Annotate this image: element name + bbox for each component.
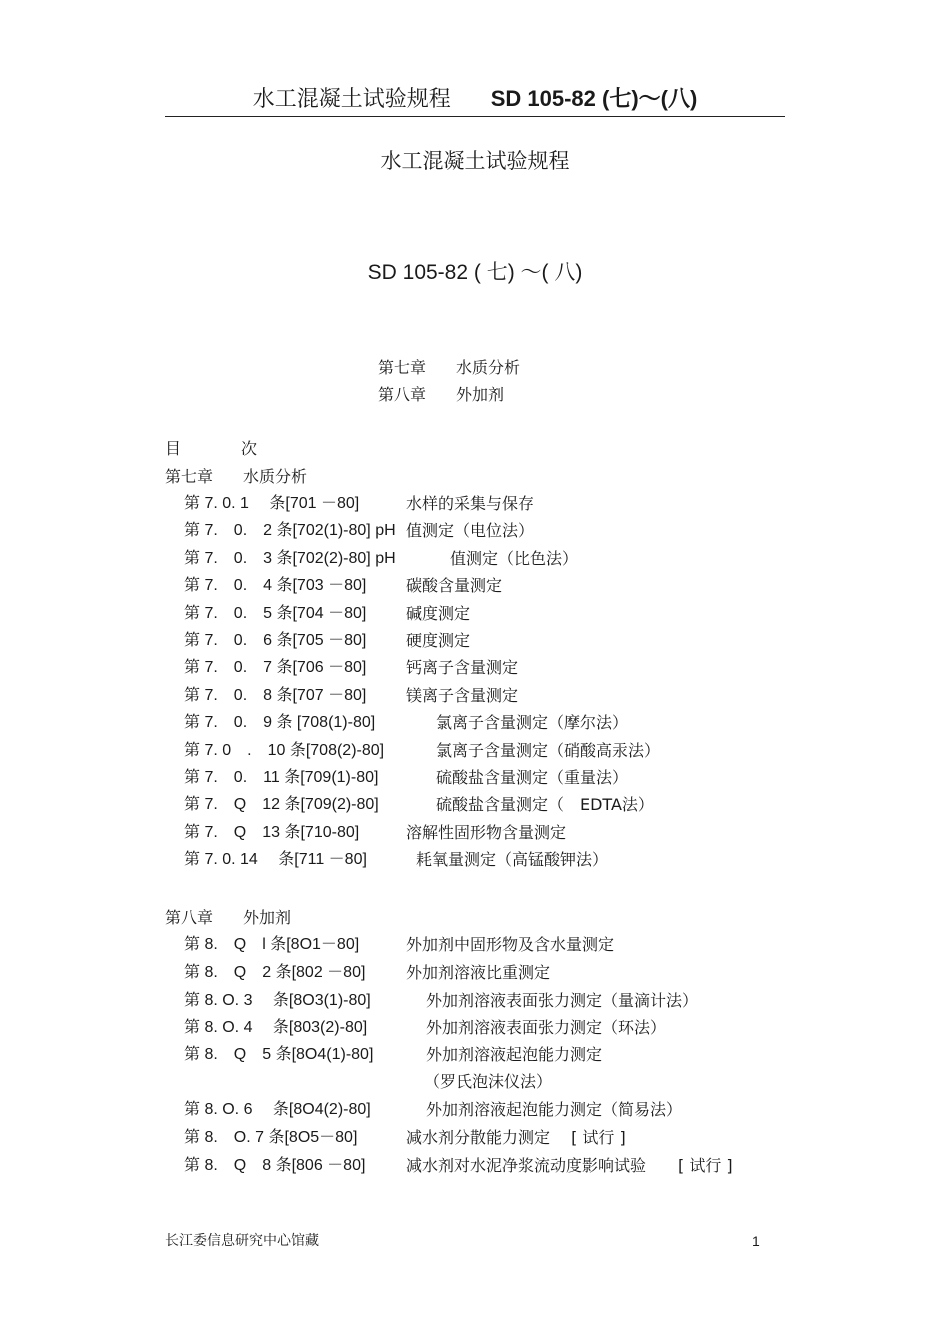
toc-entry [0, 933, 950, 960]
toc-entry [0, 848, 950, 875]
toc-entry-clause: 第 7. 0. 7 条[706 －80] [184, 659, 367, 676]
toc-entry-clause: 第 7. Q 12 条[709(2)-80] [184, 796, 379, 813]
toc-entry-clause: 第 7. 0. 8 条[707 －80] [184, 687, 367, 704]
toc-entry-clause: 第 7. 0 . 10 条[708(2)-80] [184, 742, 385, 759]
toc-entry-title: 硫酸盐含量测定（ EDTA法） [436, 795, 654, 814]
toc-entry-title: 钙离子含量测定 [406, 658, 519, 677]
toc-entry-clause: 第 7. Q 13 条[710-80] [184, 824, 360, 841]
footer-page-number: 1 [752, 1233, 760, 1249]
toc-entry-title: 外加剂溶液起泡能力测定（简易法） [426, 1100, 683, 1119]
header-rule [165, 116, 785, 117]
toc-entry-clause: 第 7. 0. 3 条[702(2)-80] pH [184, 550, 396, 567]
footer-collection-note: 长江委信息研究中心馆藏 [165, 1233, 319, 1249]
toc-entry [0, 629, 950, 656]
toc-entry-clause: 第 8. Q 2 条[802 －80] [184, 964, 366, 981]
toc-chapter-name: 水质分析 [243, 467, 308, 486]
toc-entry-clause: 第 7. 0. 6 条[705 －80] [184, 632, 367, 649]
toc-entry [0, 574, 950, 601]
chapter-name: 水质分析 [456, 358, 521, 377]
toc-entry [0, 602, 950, 629]
toc-chapter-title [165, 465, 307, 489]
toc-entry-title: 碳酸含量测定 [406, 576, 503, 595]
toc-entry-clause: 第 8. Q l 条[8O1－80] [184, 936, 360, 953]
chapter-number: 第七章 [378, 358, 427, 377]
document-title: 水工混凝土试验规程 [380, 149, 570, 173]
toc-entry-title: 硫酸盐含量测定（重量法） [436, 768, 629, 787]
toc-entry-continuation-row [0, 1070, 950, 1097]
toc-entry-clause: 第 7. 0. 11 条[709(1)-80] [184, 769, 379, 786]
chapter-summary-item [378, 383, 520, 410]
toc-entry [0, 821, 950, 848]
toc-entry-clause: 第 7. 0. 2 条[702(1)-80] pH [184, 522, 396, 539]
toc-entry-title: 氯离子含量测定（硝酸高汞法） [436, 741, 661, 760]
toc-entry-title: 外加剂溶液表面张力测定（量滴计法） [426, 991, 699, 1010]
toc-entry-clause: 第 8. O. 6 条[8O4(2)-80] [184, 1101, 371, 1118]
running-header [165, 84, 785, 115]
toc-entry-clause: 第 8. Q 5 条[8O4(1)-80] [184, 1046, 374, 1063]
toc-chapter-title [165, 906, 291, 930]
toc-entry-clause: 第 8. O. 3 条[8O3(1)-80] [184, 992, 371, 1009]
chapter-summary-item [378, 356, 520, 383]
running-header-title: 水工混凝土试验规程 [252, 87, 451, 112]
toc-entry [0, 793, 950, 820]
toc-entry [0, 766, 950, 793]
document-code: SD 105-82 ( 七) ～( 八) [367, 261, 583, 284]
toc-entry-title: 值测定（比色法） [450, 549, 579, 568]
toc-entry-title: 减水剂对水泥净浆流动度影响试验 [ 试行 ] [406, 1156, 733, 1175]
chapter-summary [378, 356, 520, 410]
chapter-name: 外加剂 [456, 385, 505, 404]
toc-entry-title: 溶解性固形物含量测定 [406, 823, 567, 842]
toc-heading [165, 437, 257, 461]
toc-entry-title: 值测定（电位法） [406, 521, 535, 540]
toc-entry [0, 1016, 950, 1043]
toc-entry [0, 492, 950, 519]
toc-entry [0, 684, 950, 711]
toc-entry [0, 961, 950, 988]
toc-heading-char: 次 [241, 439, 258, 458]
toc-entry-title: 氯离子含量测定（摩尔法） [436, 713, 629, 732]
toc-entry-title: 镁离子含量测定 [406, 686, 519, 705]
toc-entry [0, 989, 950, 1016]
toc-entry [0, 519, 950, 546]
toc-entry-title: 耗氧量测定（高锰酸钾法） [416, 850, 609, 869]
toc-entry-clause: 第 8. Q 8 条[806 －80] [184, 1157, 366, 1174]
toc-entry-title: 减水剂分散能力测定 [ 试行 ] [406, 1128, 626, 1147]
toc-entry-clause: 第 7. 0. 9 条 [708(1)-80] [184, 714, 376, 731]
toc-entry-title: 外加剂溶液比重测定 [406, 963, 551, 982]
chapter-number: 第八章 [378, 385, 427, 404]
toc-chapter-number: 第七章 [165, 467, 214, 486]
toc-entry-title: 外加剂溶液表面张力测定（环法） [426, 1018, 667, 1037]
toc-entry-clause: 第 7. 0. 1 条[701 －80] [184, 495, 360, 512]
toc-entry-clause: 第 7. 0. 14 条[711 －80] [184, 851, 367, 868]
toc-entry [0, 711, 950, 738]
toc-chapter-number: 第八章 [165, 908, 214, 927]
toc-entry [0, 1098, 950, 1125]
toc-entry [0, 1043, 950, 1070]
toc-entry-title: 硬度测定 [406, 631, 471, 650]
toc-entry-title: 水样的采集与保存 [406, 494, 535, 513]
toc-heading-char: 目 [165, 439, 182, 458]
toc-entry-clause: 第 7. 0. 5 条[704 －80] [184, 605, 367, 622]
toc-entry-clause: 第 8. O. 4 条[803(2)-80] [184, 1019, 368, 1036]
toc-entry-title: 外加剂溶液起泡能力测定 [426, 1045, 603, 1064]
toc-entry [0, 656, 950, 683]
toc-chapter-name: 外加剂 [243, 908, 292, 927]
toc-entry-clause: 第 7. 0. 4 条[703 －80] [184, 577, 367, 594]
toc-entry-continuation: （罗氏泡沫仪法） [424, 1072, 553, 1091]
toc-entry-title: 外加剂中固形物及含水量测定 [406, 935, 615, 954]
toc-entry [0, 739, 950, 766]
toc-entry [0, 1126, 950, 1153]
running-header-code: SD 105-82 (七)～(八) [490, 86, 698, 111]
toc-entry-clause: 第 8. O. 7 条[8O5－80] [184, 1129, 358, 1146]
toc-entry [0, 547, 950, 574]
toc-entry-title: 碱度测定 [406, 604, 471, 623]
toc-entry [0, 1154, 950, 1181]
